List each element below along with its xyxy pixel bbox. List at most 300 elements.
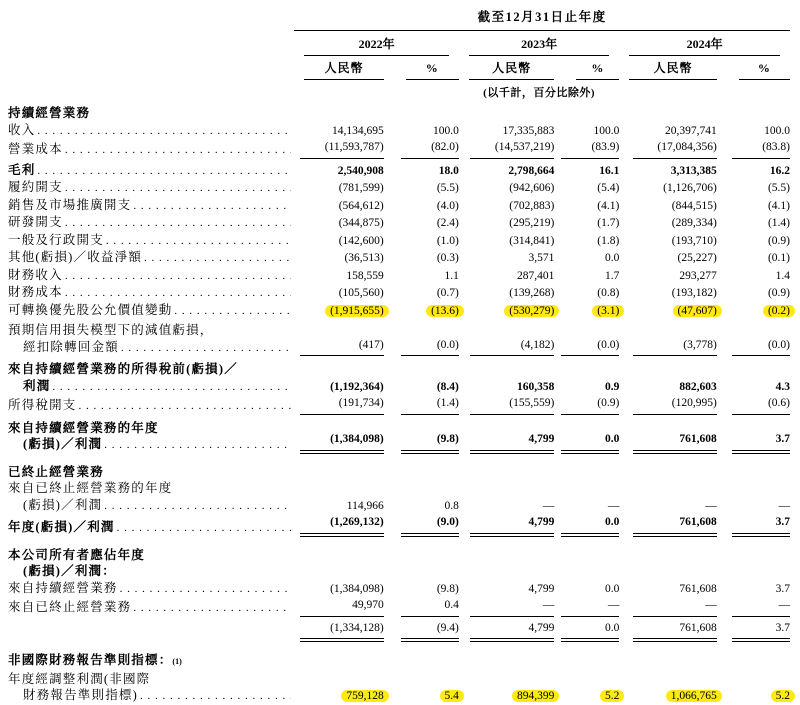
value-text: (1.7) (597, 217, 620, 229)
table-row (8, 139, 790, 159)
value-cell (384, 284, 459, 302)
value-text: 0.9 (604, 380, 620, 393)
value-cell (384, 537, 459, 580)
value-text: (1.8) (597, 234, 620, 247)
value-cell (384, 249, 459, 267)
value-cell (554, 642, 619, 671)
table-row (8, 267, 790, 285)
value-cell (459, 267, 554, 285)
value-text: 3,571 (528, 252, 555, 264)
row-label-text: 營業成本 (8, 142, 63, 156)
value-cell (294, 514, 383, 537)
highlighted-value: 894,399 (512, 690, 559, 702)
value-cell (384, 642, 459, 671)
highlighted-value: 5.2 (600, 690, 624, 702)
value-text: 0.0 (561, 620, 619, 643)
value-text: 287,401 (516, 269, 555, 282)
value-text: (702,883) (509, 199, 555, 212)
row-label (8, 580, 294, 598)
value-cell (294, 139, 383, 159)
row-label-text: 來自已終止經營業務 (8, 600, 132, 614)
value-text: 0.8 (444, 499, 459, 512)
value-text: (9.8) (436, 582, 459, 595)
value-text: (120,995) (633, 395, 717, 415)
row-label (8, 284, 294, 302)
row-label (8, 597, 294, 617)
value-cell (717, 671, 790, 705)
row-label-text: 其他(虧損)／收益淨額 (8, 250, 143, 264)
row-label (8, 617, 294, 643)
financial-table (8, 4, 790, 705)
value-cell (294, 249, 383, 267)
value-cell (384, 159, 459, 180)
value-cell (294, 179, 383, 197)
value-cell (384, 302, 459, 320)
value-text: (25,227) (677, 252, 717, 264)
value-cell (294, 319, 383, 356)
value-text: 0.4 (401, 597, 459, 617)
value-text: 3.7 (732, 620, 790, 643)
value-text: 0.0 (561, 431, 619, 454)
value-text: (142,600) (338, 234, 384, 247)
value-cell (619, 197, 716, 215)
value-text: (0.8) (597, 287, 620, 299)
footnote-marker: (1) (172, 657, 182, 666)
value-text: 4,799 (470, 514, 554, 537)
value-text: (1,269,132) (300, 514, 384, 537)
value-cell (384, 214, 459, 232)
table-row (8, 284, 790, 302)
value-cell (459, 139, 554, 159)
value-text: (1,384,098) (330, 582, 384, 595)
value-cell (459, 356, 554, 395)
row-label-text: 財務收入 (8, 267, 63, 282)
value-cell (619, 537, 716, 580)
value-cell (294, 267, 383, 285)
value-text: (155,559) (470, 395, 554, 415)
value-text: (0.6) (732, 395, 790, 415)
value-cell (459, 302, 554, 320)
value-text: (105,560) (338, 287, 384, 299)
currency-header: 人民幣 (469, 56, 554, 80)
value-cell (384, 122, 459, 140)
value-cell (554, 480, 619, 514)
value-text: — (470, 597, 554, 617)
row-label (8, 356, 294, 395)
table-row (8, 122, 790, 140)
value-cell (294, 214, 383, 232)
value-cell (459, 580, 554, 598)
value-text: (0.7) (436, 287, 459, 299)
value-text: (564,612) (338, 199, 384, 212)
value-cell (554, 302, 619, 320)
value-text: 4,799 (470, 620, 554, 643)
value-text: (417) (300, 337, 384, 357)
dot-leader (133, 599, 291, 617)
value-cell (384, 197, 459, 215)
value-cell (717, 232, 790, 250)
value-cell (459, 214, 554, 232)
highlighted-value: 5.4 (440, 690, 464, 702)
value-text: — (732, 597, 790, 617)
value-text: 3.7 (732, 431, 790, 454)
value-cell (717, 537, 790, 580)
value-cell (459, 514, 554, 537)
value-cell (717, 454, 790, 481)
value-text: 293,277 (679, 269, 717, 282)
table-row (8, 302, 790, 320)
row-label-text: (虧損)／利潤 (23, 437, 103, 451)
row-label (8, 302, 294, 320)
value-text: (3,778) (633, 337, 717, 357)
value-text: (781,599) (338, 182, 384, 194)
dot-leader (52, 378, 291, 396)
value-cell (384, 356, 459, 395)
value-cell (619, 395, 716, 415)
value-cell (619, 597, 716, 617)
percent-header: % (406, 58, 459, 80)
row-label-text: 銷售及市場推廣開支 (8, 197, 132, 212)
dot-leader (37, 122, 291, 140)
value-cell (717, 597, 790, 617)
value-cell (459, 597, 554, 617)
value-text: (1.4) (401, 395, 459, 415)
value-text: 18.0 (438, 164, 459, 177)
table-row (8, 179, 790, 197)
value-text: (314,841) (509, 234, 555, 247)
value-text: (0.9) (767, 287, 790, 299)
value-cell (619, 454, 716, 481)
value-cell (459, 232, 554, 250)
value-text: (191,734) (300, 395, 384, 415)
value-cell (619, 214, 716, 232)
value-cell (554, 214, 619, 232)
dot-leader (121, 339, 291, 357)
section-header-row (8, 642, 790, 671)
value-cell (384, 232, 459, 250)
value-text: (289,334) (671, 217, 717, 229)
row-label-text: 來自持續經營業務 (8, 580, 118, 595)
value-text: 160,358 (516, 380, 555, 393)
highlighted-value: (0.2) (763, 305, 795, 317)
value-cell (294, 415, 383, 454)
row-label-text: 持續經營業務 (8, 106, 91, 120)
section-header-row (8, 537, 790, 580)
table-row (8, 214, 790, 232)
row-label (8, 232, 294, 250)
value-cell (619, 100, 716, 122)
dot-leader (104, 436, 291, 454)
value-cell (459, 480, 554, 514)
row-label-text: 可轉換優先股公允價值變動 (8, 302, 173, 317)
value-cell (294, 284, 383, 302)
row-label (8, 537, 294, 580)
value-text: (1,334,128) (300, 620, 384, 643)
value-text: (1.4) (767, 217, 790, 229)
value-text: 1.1 (444, 269, 459, 282)
dot-leader (65, 141, 292, 159)
row-label (8, 249, 294, 267)
highlighted-value: (530,279) (504, 305, 559, 317)
value-cell (717, 100, 790, 122)
value-cell (294, 454, 383, 481)
dot-leader (79, 397, 292, 415)
value-text: (4.1) (597, 199, 620, 212)
value-text: (82.0) (401, 139, 459, 159)
value-cell (554, 122, 619, 140)
value-cell (717, 480, 790, 514)
value-cell (459, 249, 554, 267)
value-text: — (607, 499, 620, 512)
value-text: 16.1 (599, 164, 620, 177)
dot-leader (106, 232, 291, 250)
row-label-text: 收入 (8, 122, 36, 137)
value-cell (294, 537, 383, 580)
row-label (8, 395, 294, 415)
value-text: (4,182) (470, 337, 554, 357)
value-text: 16.2 (769, 164, 790, 177)
currency-header: 人民幣 (629, 56, 716, 80)
value-text: 2,540,908 (337, 164, 384, 177)
value-text: 1.7 (604, 269, 620, 282)
value-text: 4,799 (528, 582, 555, 595)
dot-leader (133, 197, 291, 215)
value-cell (459, 100, 554, 122)
value-text: 100.0 (593, 124, 620, 137)
value-cell (619, 514, 716, 537)
value-cell (554, 179, 619, 197)
value-cell (554, 580, 619, 598)
value-cell (554, 671, 619, 705)
value-text: (1,192,364) (330, 380, 384, 393)
value-text: — (542, 499, 555, 512)
row-label (8, 671, 294, 705)
value-text: (8.4) (436, 380, 459, 393)
value-cell (459, 284, 554, 302)
table-row (8, 671, 790, 705)
value-text: 3.7 (732, 514, 790, 537)
value-cell (619, 249, 716, 267)
value-cell (717, 319, 790, 356)
table-row (8, 319, 790, 356)
value-cell (384, 671, 459, 705)
dot-leader (65, 284, 292, 302)
value-cell (459, 454, 554, 481)
value-cell (384, 514, 459, 537)
table-row (8, 232, 790, 250)
value-cell (554, 159, 619, 180)
value-cell (717, 302, 790, 320)
value-cell (294, 100, 383, 122)
value-text: 49,970 (300, 597, 384, 617)
header-unit-row (8, 80, 790, 100)
value-cell (554, 139, 619, 159)
row-label-text: 財務成本 (8, 285, 63, 299)
year-header-2022: 2022年 (304, 31, 449, 56)
value-text: (0.9) (561, 395, 619, 415)
value-cell (294, 232, 383, 250)
value-cell (717, 514, 790, 537)
value-cell (294, 617, 383, 643)
value-cell (459, 617, 554, 643)
section-header-row (8, 454, 790, 481)
highlighted-value: 1,066,765 (666, 690, 722, 702)
value-text: (11,593,787) (300, 139, 384, 159)
value-cell (384, 617, 459, 643)
row-label (8, 480, 294, 514)
value-cell (619, 302, 716, 320)
value-cell (717, 580, 790, 598)
row-label-text: 年度(虧損)／利潤 (8, 520, 115, 534)
value-cell (294, 642, 383, 671)
value-cell (554, 454, 619, 481)
value-cell (294, 122, 383, 140)
row-label-text: 來自持續經營業務的年度 (8, 420, 159, 435)
row-label-text: 利潤 (23, 378, 51, 393)
value-text: 2,798,664 (508, 164, 555, 177)
row-label (8, 139, 294, 159)
row-label-text: 已終止經營業務 (8, 464, 104, 479)
value-text: (344,875) (338, 217, 384, 229)
value-cell (294, 597, 383, 617)
header-columns-row (8, 56, 790, 80)
percent-header: % (576, 58, 619, 80)
value-cell (717, 139, 790, 159)
value-text: (5.5) (767, 182, 790, 194)
value-cell (717, 642, 790, 671)
value-cell (717, 179, 790, 197)
currency-header: 人民幣 (304, 56, 383, 80)
value-cell (294, 671, 383, 705)
value-text: (4.1) (767, 199, 790, 212)
value-text: (0.0) (561, 337, 619, 357)
value-text: 4,799 (470, 431, 554, 454)
value-cell (554, 537, 619, 580)
row-label (8, 179, 294, 197)
value-cell (384, 319, 459, 356)
row-label-text: 一般及行政開支 (8, 232, 104, 247)
value-cell (619, 267, 716, 285)
row-label (8, 454, 294, 481)
value-text: (83.9) (561, 139, 619, 159)
value-text: (5.5) (436, 182, 459, 194)
row-label-text: 年度經調整利潤(非國際 (8, 671, 151, 686)
row-label-text: 非國際財務報告準則指標： (8, 653, 173, 667)
value-cell (384, 100, 459, 122)
row-label-text: 來自持續經營業務的所得稅前(虧損)／ (8, 362, 238, 376)
dot-leader (65, 179, 292, 197)
value-cell (619, 580, 716, 598)
value-text: (139,268) (509, 287, 555, 299)
value-cell (619, 415, 716, 454)
value-text: 100.0 (764, 124, 790, 137)
value-text: (5.4) (597, 182, 620, 194)
highlighted-value: (1,915,655) (325, 305, 389, 317)
value-cell (384, 267, 459, 285)
value-text: (17,084,356) (633, 139, 717, 159)
value-cell (384, 480, 459, 514)
value-cell (717, 395, 790, 415)
value-cell (384, 580, 459, 598)
dot-leader (65, 214, 292, 232)
value-text: (0.0) (401, 337, 459, 357)
value-text: (0.1) (767, 252, 790, 264)
row-label (8, 642, 294, 671)
table-row (8, 617, 790, 643)
row-label-text: 預期信用損失模型下的減值虧損， (8, 323, 214, 337)
table-body (8, 100, 790, 705)
dot-leader (120, 580, 292, 598)
value-cell (554, 267, 619, 285)
value-text: (14,537,219) (470, 139, 554, 159)
value-text: 0.0 (604, 252, 620, 264)
value-text: 4.3 (775, 380, 790, 393)
row-label (8, 159, 294, 180)
value-cell (619, 139, 716, 159)
highlighted-value: (3.1) (592, 305, 624, 317)
value-cell (717, 122, 790, 140)
value-cell (619, 122, 716, 140)
row-label-text: (虧損)／利潤： (23, 564, 116, 578)
value-cell (554, 617, 619, 643)
table-row (8, 514, 790, 537)
table-row (8, 480, 790, 514)
value-cell (619, 284, 716, 302)
value-cell (459, 197, 554, 215)
value-cell (619, 232, 716, 250)
value-cell (717, 415, 790, 454)
dot-leader (174, 302, 291, 320)
highlighted-value: (47,607) (673, 305, 722, 317)
value-cell (554, 284, 619, 302)
value-text: 761,608 (633, 431, 717, 454)
value-cell (459, 537, 554, 580)
header-period-row (8, 4, 790, 31)
value-text: (9.4) (401, 620, 459, 643)
table-row (8, 597, 790, 617)
row-label-text: 本公司所有者應佔年度 (8, 547, 146, 562)
value-cell (384, 415, 459, 454)
dot-leader (117, 519, 292, 537)
value-cell (619, 159, 716, 180)
section-header-row (8, 100, 790, 122)
value-text: (0.3) (436, 252, 459, 264)
row-label-text: 來自已終止經營業務的年度 (8, 481, 173, 495)
dot-leader (144, 249, 291, 267)
value-cell (554, 197, 619, 215)
value-text: 0.0 (561, 514, 619, 537)
value-cell (619, 671, 716, 705)
value-text: 20,397,741 (665, 124, 717, 137)
value-cell (554, 319, 619, 356)
value-text: 3.7 (775, 582, 790, 595)
value-cell (619, 356, 716, 395)
value-cell (459, 319, 554, 356)
value-cell (619, 480, 716, 514)
unit-note: (以千計，百分比除外) (483, 87, 595, 99)
value-cell (459, 122, 554, 140)
value-text: (9.8) (401, 431, 459, 454)
value-text: — (561, 597, 619, 617)
value-cell (384, 597, 459, 617)
row-label-text: 財務報告準則指標) (23, 688, 138, 702)
row-label (8, 100, 294, 122)
value-text: 3,313,385 (670, 164, 717, 177)
value-cell (619, 642, 716, 671)
row-label (8, 319, 294, 356)
value-cell (717, 214, 790, 232)
row-label (8, 267, 294, 285)
